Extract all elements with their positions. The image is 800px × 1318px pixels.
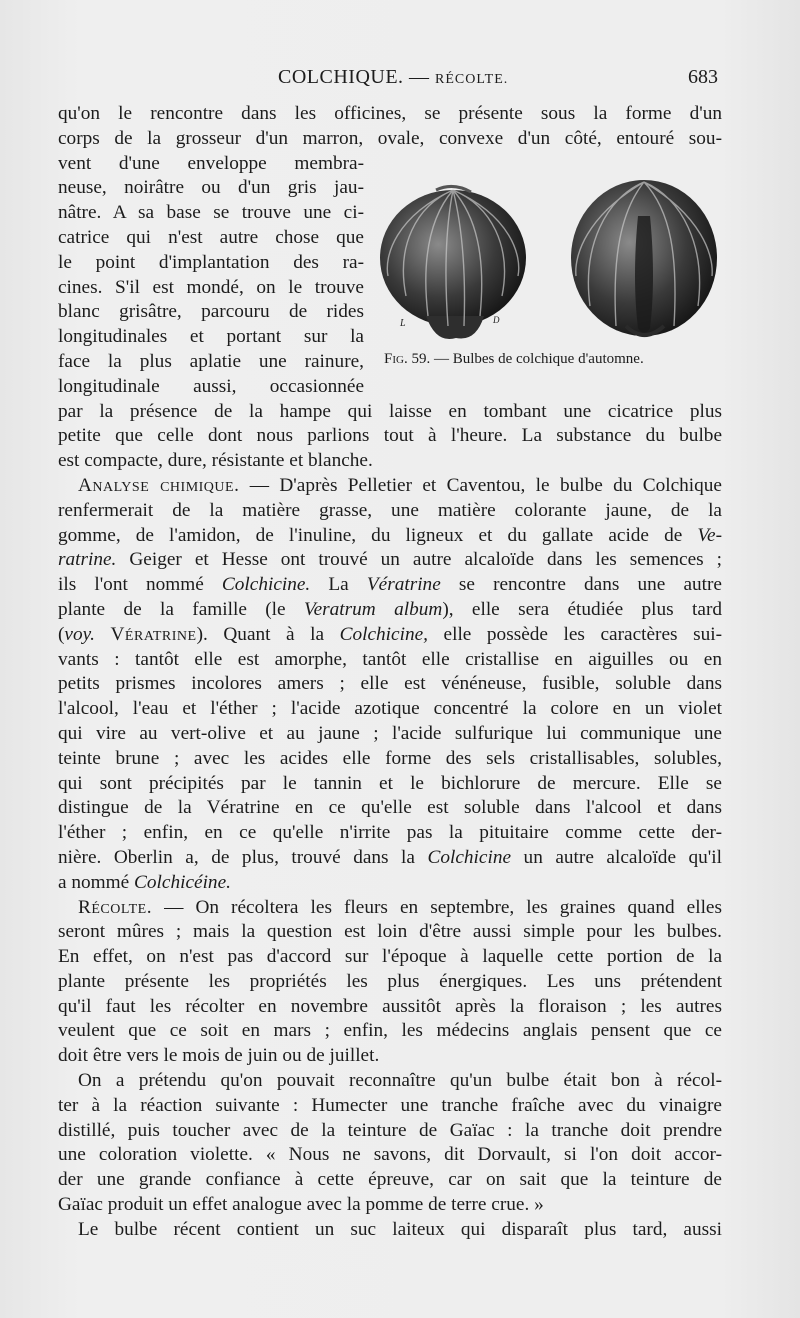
text-line: qu'il faut les récolter en novembre aussitôt après la floraison ; les autres	[58, 995, 722, 1017]
text-line: der une grande confiance à cette épreuve, car on sait que la teinture de	[58, 1169, 722, 1191]
text-line: En effet, on n'est pas d'accord sur l'époque à laquelle cette portion de la	[58, 946, 722, 968]
text-run: Geiger et Hesse ont trouvé un autre alcaloïde dans les semences ;	[116, 549, 722, 571]
text-line: longitudinales et portant sur la	[58, 326, 364, 348]
text-line: ter à la réaction suivante : Humecter une tranche fraîche avec du vinaigre	[58, 1094, 722, 1116]
running-title	[278, 66, 508, 89]
figure-number: Fig. 59.	[384, 351, 431, 367]
text-run: se rencontre dans une autre	[440, 574, 722, 596]
text-line: cines. S'il est mondé, on le trouve	[58, 276, 364, 298]
text-line: catrice qui n'est autre chose que	[58, 226, 364, 248]
text-run-italic: Colchicine,	[339, 623, 428, 645]
text-run: (	[58, 623, 65, 645]
text-line	[58, 524, 722, 549]
text-line: Gaïac produit un effet analogue avec la pomme de terre crue. »	[58, 1194, 544, 1216]
text-run-italic: Colchicine.	[221, 574, 311, 596]
text-line: qui vire au vert-olive et au jaune ; l'acide sulfurique lui communique une	[58, 722, 722, 744]
text-line	[58, 598, 722, 623]
text-run: — On récoltera les fleurs en septembre, les graines quand elles	[152, 896, 722, 918]
text-line: Le bulbe récent contient un suc laiteux qui disparaît plus tard, aussi	[78, 1218, 722, 1240]
text-run: La	[310, 574, 367, 596]
paragraph-chemical-analysis	[58, 474, 722, 499]
text-line	[58, 548, 722, 573]
text-line: est compacte, dure, résistante et blanche.	[58, 450, 373, 472]
text-line: corps de la grosseur d'un marron, ovale, convexe d'un côté, entouré sou-	[58, 127, 722, 149]
running-header	[58, 66, 718, 94]
text-line: blanc grisâtre, parcouru de rides	[58, 301, 364, 323]
text-line: teinte brune ; avec les acides elle forme des sels cristallisables, solubles,	[58, 747, 722, 769]
text-line: l'alcool, l'eau et l'éther ; l'acide azotique concentré la colore en un violet	[58, 698, 722, 720]
text-line: nâtre. A sa base se trouve une ci-	[58, 202, 364, 224]
text-line: plante présente les propriétés les plus énergiques. Les uns prétendent	[58, 970, 722, 992]
text-line: qu'on le rencontre dans les officines, se présente sous la forme d'un	[58, 103, 722, 124]
section-heading: Récolte.	[78, 896, 153, 918]
cross-reference: Vératrine	[110, 623, 197, 645]
right-bulb-label: D	[493, 315, 500, 325]
text-line: le point d'implantation des ra-	[58, 251, 364, 273]
text-run	[95, 624, 111, 645]
body-text	[58, 102, 722, 1243]
text-line	[58, 846, 722, 871]
text-line: vent d'une enveloppe membra-	[58, 152, 364, 174]
text-line: vants : tantôt elle est amorphe, tantôt elle cristallise en aiguilles ou en	[58, 648, 722, 670]
text-run: elle possède les caractères sui-	[427, 623, 722, 645]
text-run-italic: ratrine.	[58, 549, 117, 571]
text-line: renfermerait de la matière grasse, une matière colorante jaune, de la	[58, 499, 722, 521]
text-line: On a prétendu qu'on pouvait reconnaître qu'un bulbe était bon à récol-	[78, 1070, 722, 1092]
text-run: — D'après Pelletier et Caventou, le bulbe du Colchique	[239, 474, 722, 496]
left-bulb-label: L	[400, 318, 406, 329]
text-line	[58, 573, 722, 598]
text-run-italic: Colchicine	[427, 846, 512, 868]
text-run-italic: Vératrine	[366, 574, 441, 596]
text-line: doit être vers le mois de juin ou de juillet.	[58, 1045, 380, 1067]
text-run-italic: Ve-	[697, 524, 722, 546]
section-heading: Analyse chimique.	[78, 474, 240, 496]
page-number: 683	[688, 66, 718, 88]
text-run: un autre alcaloïde qu'il	[511, 846, 722, 868]
text-run-italic: Colchicéine.	[134, 871, 231, 893]
text-line	[58, 871, 722, 896]
running-title-sub: RÉCOLTE.	[435, 72, 509, 87]
figure-caption-text: — Bulbes de colchique d'automne.	[430, 351, 644, 367]
text-line: neuse, noirâtre ou d'un gris jau-	[58, 177, 364, 199]
text-line: par la présence de la hampe qui laisse en tombant une cicatrice plus	[58, 400, 722, 422]
text-line: distillé, puis toucher avec de la teinture de Gaïac : la tranche doit prendre	[58, 1119, 722, 1141]
text-run: plante de la famille (le	[58, 598, 304, 620]
paragraph-harvest	[58, 896, 722, 921]
text-run-italic: Veratrum album	[303, 598, 443, 620]
text-line: distingue de la Vératrine en ce qu'elle est soluble dans l'alcool et dans	[58, 797, 722, 819]
text-line: longitudinale aussi, occasionnée	[58, 375, 364, 397]
text-line: veulent que ce soit en mars ; enfin, les médecins anglais pensent que ce	[58, 1020, 722, 1042]
text-line	[58, 623, 722, 648]
text-line: l'éther ; enfin, en ce qu'elle n'irrite pas la pituitaire comme cette der-	[58, 822, 722, 844]
text-run: ils l'ont nommé	[58, 574, 222, 596]
text-run: gomme, de l'amidon, de l'inuline, du ligneux et du gallate acide de	[58, 524, 698, 546]
text-line: qui sont précipités par le tannin et le bichlorure de mercure. Elle se	[58, 772, 722, 794]
text-run: nière. Oberlin a, de plus, trouvé dans la	[58, 846, 428, 868]
text-run: ), elle sera étudiée plus tard	[442, 598, 723, 620]
text-line: face la plus aplatie une rainure,	[58, 350, 364, 372]
running-title-main: COLCHIQUE. —	[278, 66, 436, 88]
text-line: petite que celle dont nous parlions tout à l'heure. La substance du bulbe	[58, 425, 722, 447]
text-run-italic: voy.	[64, 623, 95, 645]
text-line: une coloration violette. « Nous ne savons, dit Dorvault, si l'on doit accor-	[58, 1144, 722, 1166]
text-run: ). Quant à la	[196, 623, 340, 645]
text-line: petits prismes incolores amers ; elle est vénéneuse, fusible, soluble dans	[58, 673, 722, 695]
text-line: seront mûres ; mais la question est loin d'être aussi simple pour les bulbes.	[58, 921, 722, 943]
text-run: a nommé	[58, 871, 135, 893]
